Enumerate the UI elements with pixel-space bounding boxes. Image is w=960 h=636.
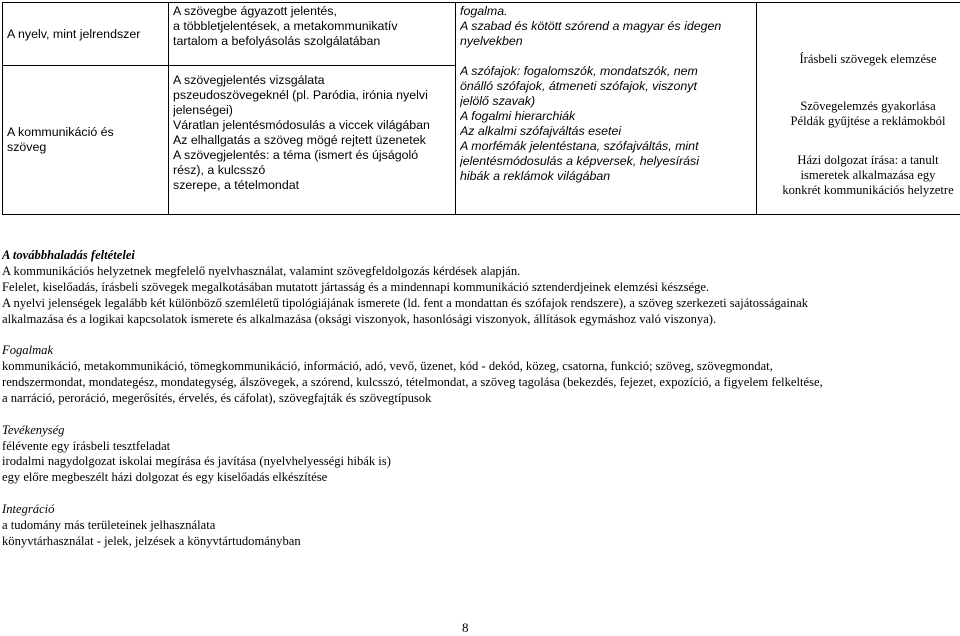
concept-line: A morfémák jelentéstana, szófajváltás, mint [460,139,752,154]
area-label: A nyelv, mint jelrendszer [7,27,164,42]
area-label: szöveg [7,140,164,155]
text-line: irodalmi nagydolgozat iskolai megírása és javítása (nyelvhelyességi hibák is) [2,454,958,470]
text-line: A nyelvi jelenségek legalább két különböző szemléletű tipológiájának ismerete (ld. fent a mondattan és szófajok rendszere), a szöveg szerkezeti sajátosságainak [2,296,958,312]
concepts-cell [456,3,757,215]
content-cell [169,3,456,66]
text-line: kommunikáció, metakommunikáció, tömegkommunikáció, információ, adó, vevő, üzenet, kód - dekód, közeg, csatorna, funkció; szöveg, szövegmondat, [2,359,958,375]
spacer [460,49,752,64]
spacer [761,129,960,153]
content-cell [169,66,456,215]
concept-line: fogalma. [460,4,752,19]
content-line: szerepe, a tételmondat [173,178,451,193]
spacer [2,328,958,344]
text-line: a narráció, peroráció, megerősítés, érvelés, és cáfolat), szövegfajták és szövegtípusok [2,391,958,407]
spacer [761,67,960,99]
concept-line: nyelvekben [460,34,752,49]
activity-line: Szövegelemzés gyakorlása [761,99,960,114]
section-heading: A továbbhaladás feltételei [2,248,958,264]
text-line: A kommunikációs helyzetnek megfelelő nyelvhasználat, valamint szövegfeldolgozás kérdések alapján. [2,264,958,280]
section-heading: Integráció [2,502,958,518]
content-line: A szövegjelentés: a téma (ismert és újságoló [173,148,451,163]
activities-cell [757,3,960,215]
table-row [3,3,960,66]
page-body [2,248,958,550]
content-line: a többletjelentések, a metakommunikatív [173,19,451,34]
content-line: jelenségei) [173,103,451,118]
area-cell [3,3,169,66]
content-line: pszeudoszövegeknél (pl. Paródia, irónia nyelvi [173,88,451,103]
activity-line: Írásbeli szövegek elemzése [761,52,960,67]
concept-line: A szabad és kötött szórend a magyar és idegen [460,19,752,34]
area-label: A kommunikáció és [7,125,164,140]
text-line: Felelet, kiselőadás, írásbeli szövegek megalkotásában mutatott jártasság és a mindennapi kommunikáció sztenderdjeinek elemzési készsége. [2,280,958,296]
spacer [2,407,958,423]
content-line: A szövegjelentés vizsgálata [173,73,451,88]
section-heading: Fogalmak [2,343,958,359]
concept-line: A szófajok: fogalomszók, mondatszók, nem [460,64,752,79]
text-line: félévente egy írásbeli tesztfeladat [2,439,958,455]
section-heading: Tevékenység [2,423,958,439]
concept-line: önálló szófajok, átmeneti szófajok, viszonyt [460,79,752,94]
content-line: Az elhallgatás a szöveg mögé rejtett üzenetek [173,133,451,148]
text-line: egy előre megbeszélt házi dolgozat és egy kiselőadás elkészítése [2,470,958,486]
content-line: rész), a kulcsszó [173,163,451,178]
concept-line: jelölő szavak) [460,94,752,109]
curriculum-table [2,2,960,215]
text-line: könyvtárhasználat - jelek, jelzések a könyvtártudományban [2,534,958,550]
spacer [761,4,960,52]
content-line: Váratlan jelentésmódosulás a viccek világában [173,118,451,133]
area-cell [3,66,169,215]
concept-line: A fogalmi hierarchiák [460,109,752,124]
content-line: A szövegbe ágyazott jelentés, [173,4,451,19]
activity-line: konkrét kommunikációs helyzetre [761,183,960,198]
spacer [2,486,958,502]
activity-line: ismeretek alkalmazása egy [761,168,960,183]
activity-line: Példák gyűjtése a reklámokból [761,114,960,129]
text-line: rendszermondat, mondategész, mondategység, álszövegek, a szórend, kulcsszó, tételmondat, a szöveg tagolása (bekezdés, fejezet, expozíció, a figyelem felkeltése, [2,375,958,391]
concept-line: hibák a reklámok világában [460,169,752,184]
content-line: tartalom a befolyásolás szolgálatában [173,34,451,49]
text-line: alkalmazása és a logikai kapcsolatok ismerete és alkalmazása (oksági viszonyok, hasonlósági viszonyok, állítások egymáshoz való viszonya). [2,312,958,328]
concept-line: jelentésmódosulás a képversek, helyesírási [460,154,752,169]
text-line: a tudomány más területeinek jelhasználata [2,518,958,534]
concept-line: Az alkalmi szófajváltás esetei [460,124,752,139]
page-number: 8 [462,620,469,636]
activity-line: Házi dolgozat írása: a tanult [761,153,960,168]
